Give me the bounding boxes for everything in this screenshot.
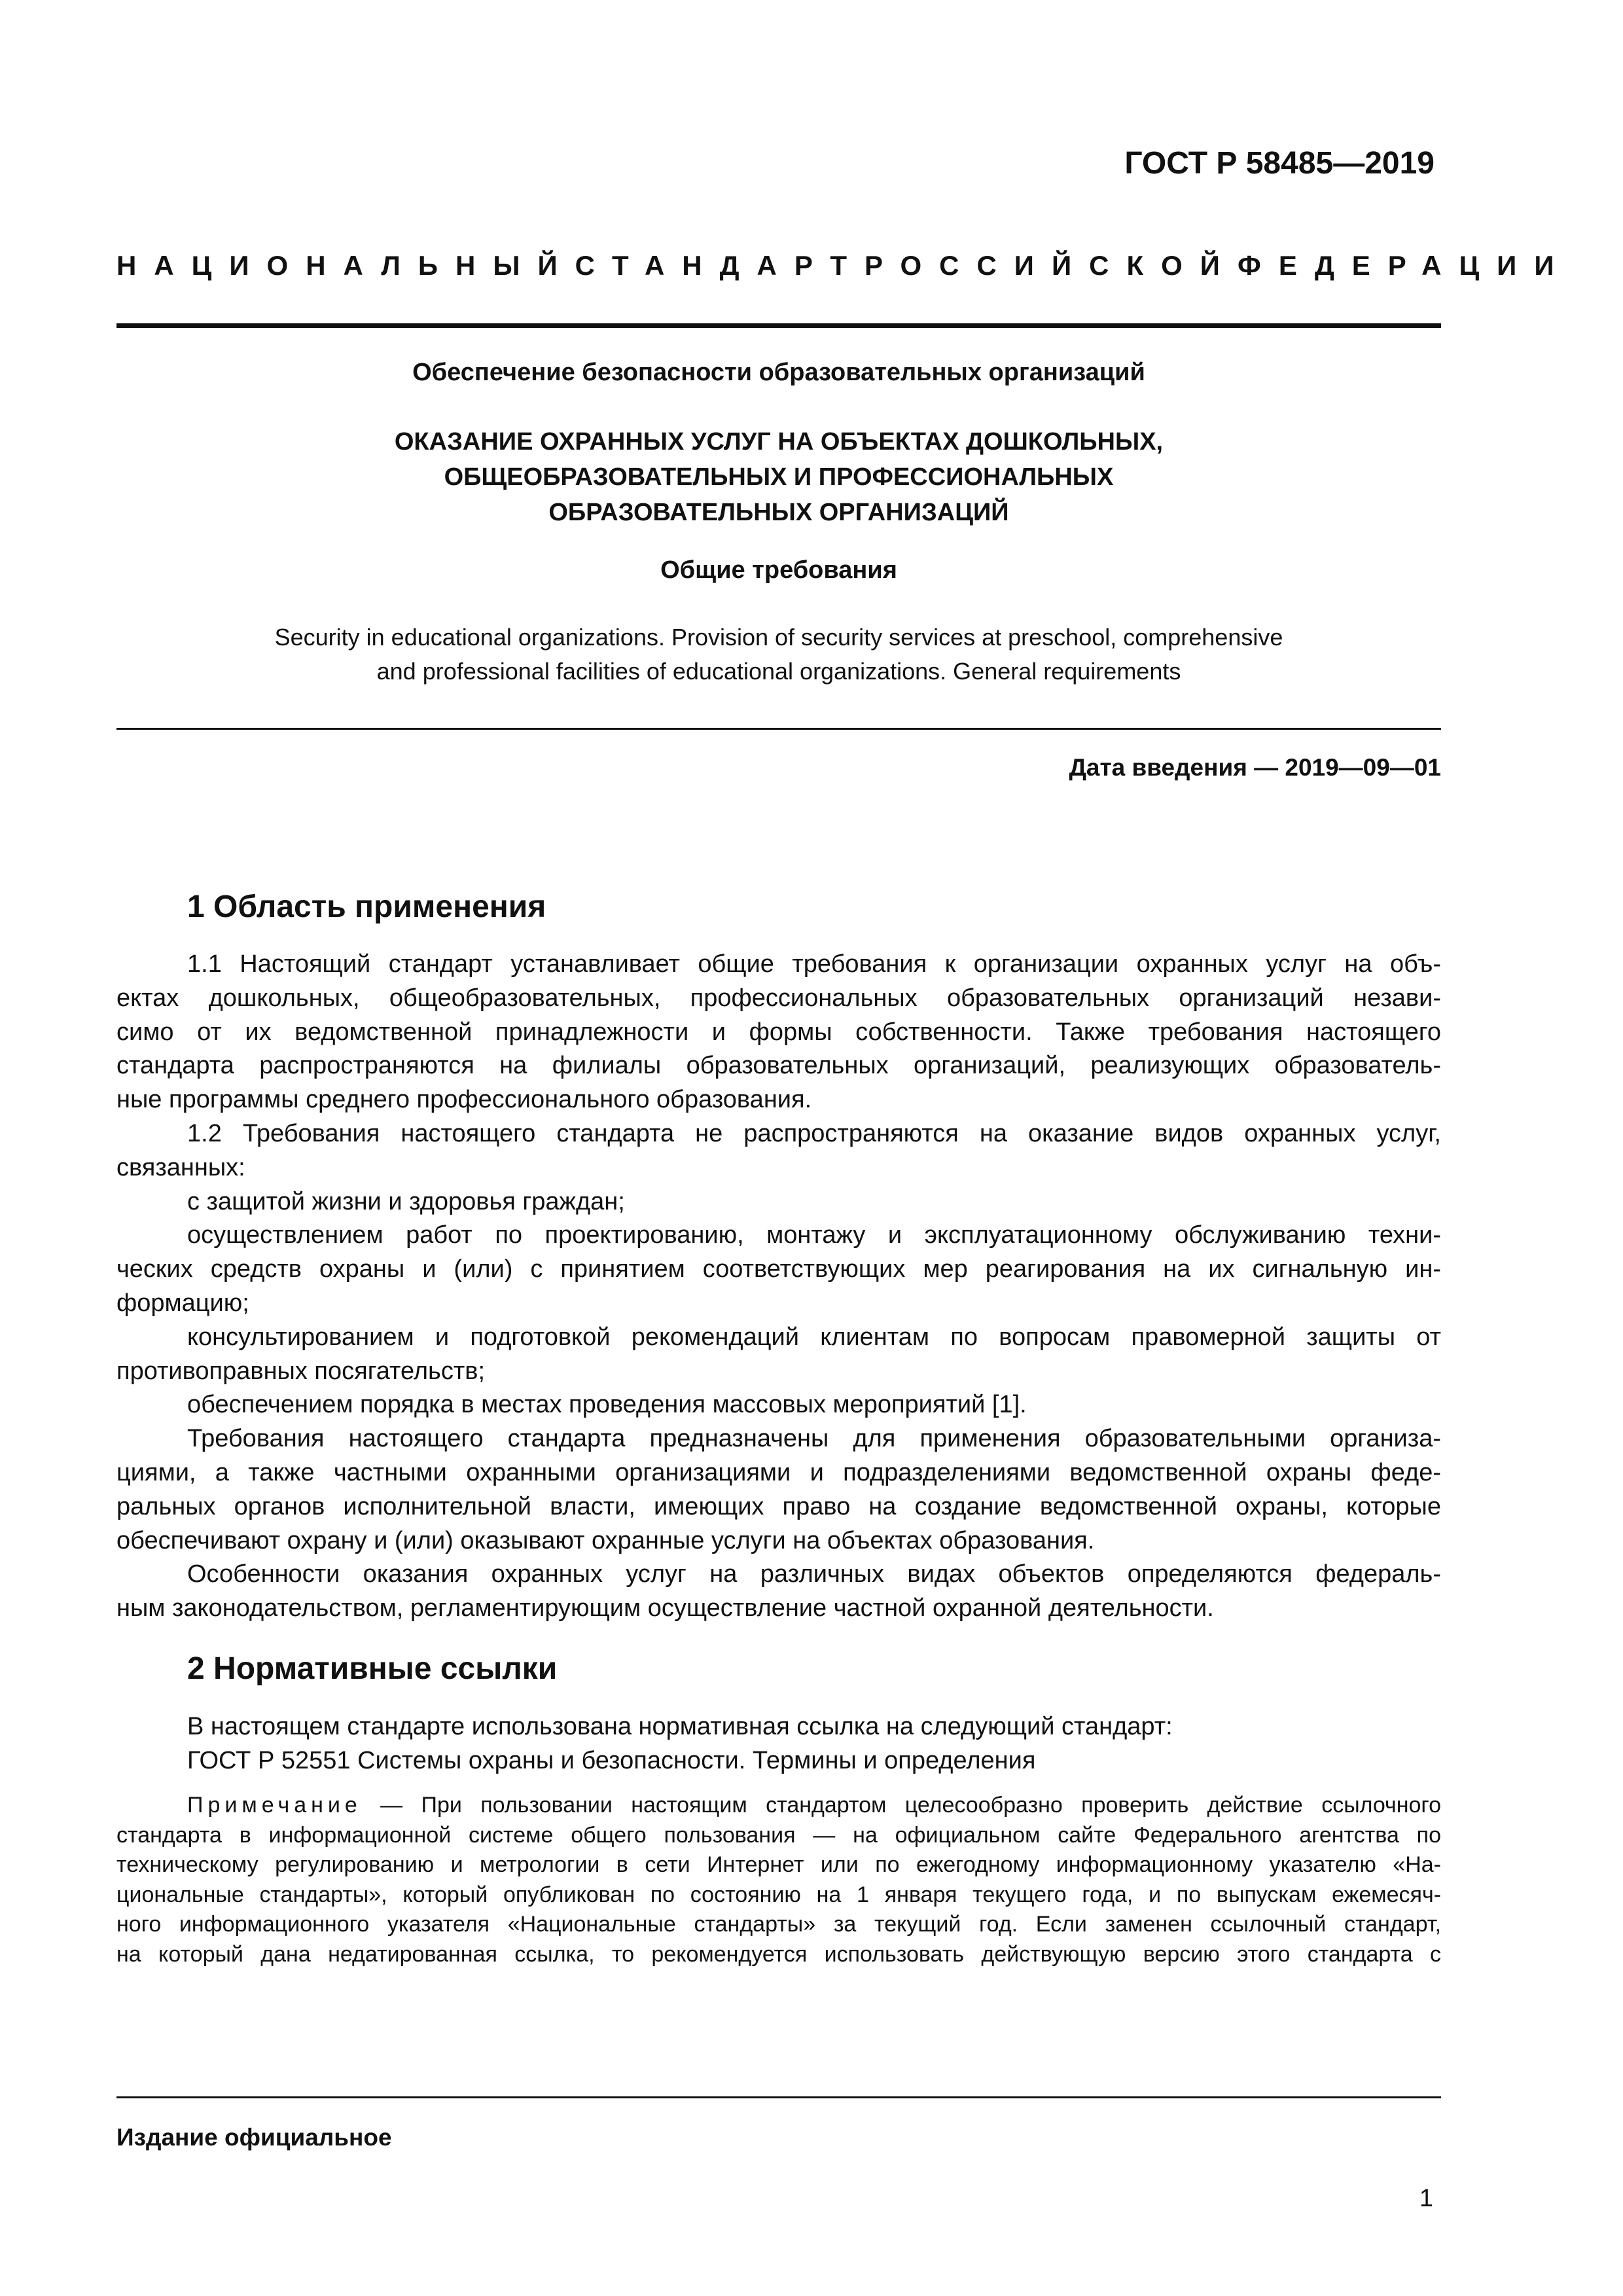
paragraph-line: ным законодательством, регламентирующим осуществление частной охранной деятельности. [116, 1594, 1214, 1623]
subject-area-title: Обеспечение безопасности образовательных организаций [412, 359, 1145, 386]
main-title-line: ОБЩЕОБРАЗОВАТЕЛЬНЫХ И ПРОФЕССИОНАЛЬНЫХ [444, 463, 1114, 491]
paragraph-line: ектах дошкольных, общеобразовательных, профессиональных образовательных организаций незави- [116, 984, 1441, 1012]
gost-code: ГОСТ Р 58485—2019 [1124, 146, 1435, 181]
paragraph-line: формацию; [116, 1289, 249, 1317]
official-edition-label: Издание официальное [116, 2124, 392, 2151]
banner-word: РОССИЙСКОЙ [865, 250, 1238, 281]
note-line: циональные стандарты», который опубликован по состоянию на 1 января текущего года, и по выпускам ежемесяч- [116, 1882, 1441, 1907]
main-title-line: ОБРАЗОВАТЕЛЬНЫХ ОРГАНИЗАЦИЙ [548, 499, 1009, 526]
banner-word: ФЕДЕРАЦИИ [1238, 250, 1572, 281]
paragraph-line: 1.2 Требования настоящего стандарта не распространяются на оказание видов охранных услуг, [187, 1119, 1441, 1147]
introduction-date: Дата введения — 2019—09—01 [1069, 754, 1441, 781]
paragraph-line: ческих средств охраны и (или) с принятием соответствующих мер реагирования на их сигнальную ин- [116, 1255, 1441, 1283]
page-number: 1 [1419, 2185, 1433, 2212]
reference-note [116, 1791, 1441, 1970]
paragraph-line: обеспечением порядка в местах проведения массовых мероприятий [1]. [187, 1391, 1027, 1419]
english-title [116, 620, 1441, 689]
paragraph-line: ГОСТ Р 52551 Системы охраны и безопасности. Термины и определения [187, 1746, 1036, 1774]
title-divider [116, 728, 1441, 730]
english-title-line: Security in educational organizations. Provision of security services at preschool, comprehensive [274, 624, 1283, 651]
paragraph-line: ральных органов исполнительной власти, имеющих право на создание ведомственной охраны, которые [116, 1492, 1441, 1520]
paragraph-line: консультированием и подготовкой рекомендаций клиентам по вопросам правомерной защиты от [187, 1323, 1441, 1351]
english-title-line: and professional facilities of educational organizations. General requirements [376, 658, 1181, 685]
paragraph-line: связанных: [116, 1153, 245, 1181]
section-2-heading: 2 Нормативные ссылки [187, 1651, 558, 1686]
paragraph-line: с защитой жизни и здоровья граждан; [187, 1187, 625, 1215]
section-1-heading: 1 Область применения [187, 889, 546, 924]
note-line: техническому регулированию и метрологии в сети Интернет или по ежегодному информационному указателю «На- [116, 1852, 1441, 1878]
paragraph-line: Особенности оказания охранных услуг на различных видах объектов определяются федераль- [187, 1560, 1441, 1588]
paragraph-line: обеспечивают охрану и (или) оказывают охранные услуги на объектах образования. [116, 1526, 1095, 1554]
paragraph-line: ные программы среднего профессионального образования. [116, 1086, 812, 1114]
paragraph-line: стандарта распространяются на филиалы образовательных организаций, реализующих образователь- [116, 1052, 1441, 1080]
banner-word: НАЦИОНАЛЬНЫЙ [116, 250, 575, 281]
paragraph-line: циями, а также частными охранными организациями и подразделениями ведомственной охраны феде- [116, 1458, 1441, 1486]
note-line: на который дана недатированная ссылка, то рекомендуется использовать действующую версию этого стандарта с [116, 1941, 1441, 1967]
paragraph-line: 1.1 Настоящий стандарт устанавливает общие требования к организации охранных услуг на объ- [187, 950, 1441, 978]
header-divider [116, 323, 1441, 328]
national-standard-banner [116, 250, 1572, 281]
main-title [116, 424, 1441, 530]
paragraph-line: противоправных посягательств; [116, 1357, 486, 1385]
section-2-body [116, 1710, 1441, 1778]
paragraph-line: Требования настоящего стандарта предназначены для применения образовательными организа- [187, 1425, 1441, 1453]
subtitle: Общие требования [660, 556, 897, 584]
section-1-body [116, 948, 1441, 1626]
paragraph-line: осуществлением работ по проектированию, монтажу и эксплуатационному обслуживанию техни- [187, 1221, 1441, 1249]
note-line: стандарта в информационной системе общего пользования — на официальном сайте Федерального агентства по [116, 1822, 1441, 1848]
note-line [116, 1791, 1441, 1821]
paragraph-line: В настоящем стандарте использована нормативная ссылка на следующий стандарт: [187, 1713, 1173, 1740]
main-title-line: ОКАЗАНИЕ ОХРАННЫХ УСЛУГ НА ОБЪЕКТАХ ДОШКОЛЬНЫХ, [394, 428, 1164, 456]
banner-word: СТАНДАРТ [575, 250, 865, 281]
paragraph-line: симо от их ведомственной принадлежности и формы собственности. Также требования настоящего [116, 1018, 1441, 1046]
footer-divider [116, 2096, 1441, 2098]
note-line: ного информационного указателя «Национальные стандарты» за текущий год. Если заменен ссылочный стандарт, [116, 1912, 1441, 1937]
note-label: Примечание [187, 1793, 362, 1818]
note-text: — При пользовании настоящим стандартом целесообразно проверить действие ссылочного [361, 1793, 1441, 1818]
